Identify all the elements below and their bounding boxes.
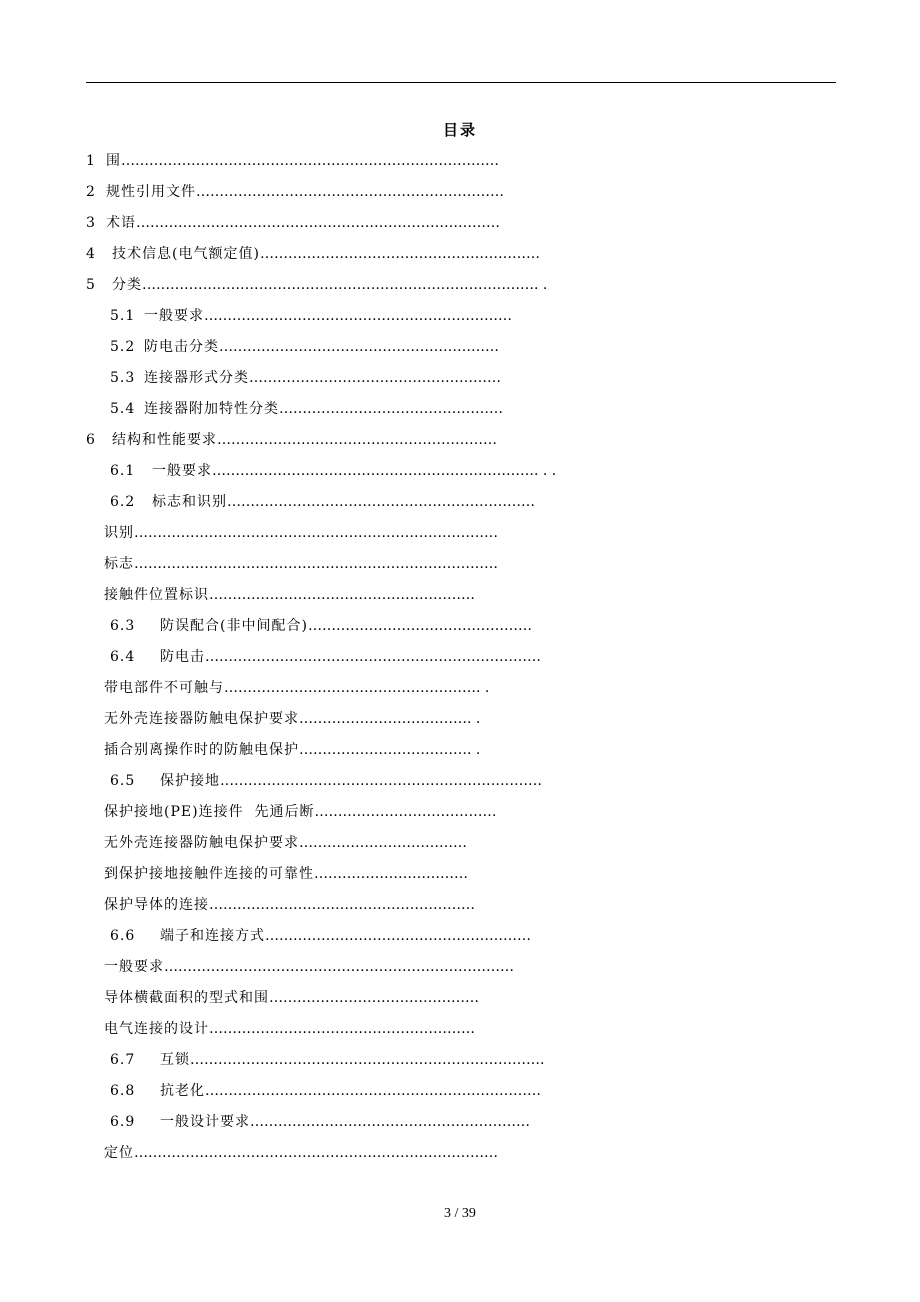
toc-entry-number: 6.9 bbox=[110, 1114, 136, 1130]
toc-entry[interactable] bbox=[110, 615, 532, 637]
toc-entry-number: 5 bbox=[86, 277, 96, 293]
toc-entry-leader: …………………………………………………………………. bbox=[190, 1052, 545, 1068]
toc-entry-label: 围 bbox=[106, 153, 121, 169]
toc-entry-label: 连接器附加特性分类 bbox=[144, 401, 279, 417]
toc-entry-leader: ……………………………………………………………… bbox=[205, 1083, 541, 1099]
toc-entry-label: 防电击 bbox=[160, 649, 205, 665]
toc-entry-leader: ………………………………………………… bbox=[265, 928, 531, 944]
toc-entry[interactable] bbox=[104, 1018, 475, 1040]
toc-entry-label: 保护导体的连接 bbox=[104, 897, 209, 913]
toc-entry-label: 防电击分类 bbox=[144, 339, 219, 355]
toc-entry-number: 4 bbox=[86, 246, 96, 262]
toc-entry-number: 6.5 bbox=[110, 773, 136, 789]
toc-entry-label: 定位 bbox=[104, 1145, 134, 1161]
toc-entry[interactable] bbox=[104, 894, 475, 916]
toc-entry-label: 一般要求 bbox=[152, 463, 212, 479]
toc-entry[interactable] bbox=[104, 708, 480, 730]
toc-entry[interactable] bbox=[110, 925, 531, 947]
toc-entry-number: 6.4 bbox=[110, 649, 136, 665]
toc-entry-number: 6.8 bbox=[110, 1083, 136, 1099]
toc-entry-leader: …………………………………………………………………… bbox=[134, 556, 498, 572]
toc-entry[interactable] bbox=[110, 770, 542, 792]
toc-entry-leader: …………………………………………………………………… bbox=[136, 215, 500, 231]
toc-entry-label: 标志 bbox=[104, 556, 134, 572]
toc-entry[interactable] bbox=[110, 367, 501, 389]
toc-entry-number: 6 bbox=[86, 432, 96, 448]
toc-entry[interactable] bbox=[86, 181, 504, 203]
toc-entry[interactable] bbox=[104, 553, 498, 575]
toc-entry-leader: …………………………………………………… bbox=[259, 246, 540, 262]
toc-entry[interactable] bbox=[110, 305, 512, 327]
toc-entry-number: 6.7 bbox=[110, 1052, 136, 1068]
toc-entry-number: 5.2 bbox=[110, 339, 136, 355]
toc-entry-number: 5.4 bbox=[110, 401, 136, 417]
toc-entry-label: 插合别离操作时的防触电保护 bbox=[104, 742, 299, 758]
toc-entry-label: 导体横截面积的型式和围 bbox=[104, 990, 269, 1006]
toc-entry-leader: ………………………………………… bbox=[279, 401, 503, 417]
toc-entry-label: 抗老化 bbox=[160, 1083, 205, 1099]
toc-entry[interactable] bbox=[104, 956, 514, 978]
toc-entry-leader: ………………………………. . bbox=[299, 711, 481, 727]
toc-entry-label: 分类 bbox=[112, 277, 142, 293]
toc-entry-label: 互锁 bbox=[160, 1052, 190, 1068]
toc-entry-label: 技术信息(电气额定值) bbox=[112, 246, 260, 262]
toc-entry-leader: ………………………………………………………… bbox=[227, 494, 535, 510]
toc-entry-label: 连接器形式分类 bbox=[144, 370, 249, 386]
toc-entry[interactable] bbox=[110, 1080, 541, 1102]
toc-entry-number: 3 bbox=[86, 215, 96, 231]
toc-entry-label: 一般要求 bbox=[144, 308, 204, 324]
toc-entry-number: 6.2 bbox=[110, 494, 136, 510]
toc-entry-label: 电气连接的设计 bbox=[104, 1021, 209, 1037]
toc-entry-number: 6.1 bbox=[110, 463, 136, 479]
toc-entry[interactable] bbox=[104, 677, 489, 699]
toc-title: 目录 bbox=[442, 121, 477, 139]
toc-entry[interactable] bbox=[104, 801, 496, 823]
toc-entry-label: 术语 bbox=[106, 215, 136, 231]
toc-entry-number: 6.3 bbox=[110, 618, 136, 634]
toc-entry[interactable] bbox=[110, 336, 499, 358]
toc-entry[interactable] bbox=[104, 1142, 498, 1164]
toc-entry-leader: ………………………………………………… bbox=[209, 1021, 475, 1037]
toc-entry-number: 1 bbox=[86, 153, 96, 169]
toc-entry-leader: ……………………………………… bbox=[269, 990, 479, 1006]
toc-entry-leader: ………………………………………………. . bbox=[224, 680, 490, 696]
toc-entry[interactable] bbox=[86, 243, 540, 265]
toc-entry-leader: ……………………………………………………………. . . bbox=[212, 463, 557, 479]
toc-entry-leader: ……………………………………………………………………… bbox=[121, 153, 499, 169]
toc-entry-leader: ………………………………………………………… bbox=[196, 184, 504, 200]
toc-entry-label: 无外壳连接器防触电保护要求 bbox=[104, 711, 299, 727]
toc-entry-leader: …………………………………………………… bbox=[219, 339, 499, 355]
toc-entry[interactable] bbox=[104, 584, 475, 606]
toc-entry[interactable] bbox=[104, 863, 468, 885]
toc-entry-leader: ……………………………………………………………… bbox=[205, 649, 541, 665]
toc-entry-leader: ……………………………………………… bbox=[249, 370, 501, 386]
toc-entry-leader: …………………………………………………… bbox=[217, 432, 497, 448]
toc-entry-label: 一般设计要求 bbox=[160, 1114, 250, 1130]
toc-entry-leader: …………………………………………………………………… bbox=[134, 1145, 498, 1161]
toc-entry[interactable] bbox=[86, 150, 499, 172]
toc-entry-leader: …………………………………………………………… bbox=[220, 773, 542, 789]
toc-entry-leader: ………………………………… bbox=[314, 804, 497, 820]
toc-entry[interactable] bbox=[104, 739, 480, 761]
toc-entry[interactable] bbox=[104, 522, 498, 544]
toc-entry-leader: ………………………………………… bbox=[307, 618, 532, 634]
toc-entry-leader: ………………………………………………………………… bbox=[164, 959, 514, 975]
toc-entry-leader: ………………………………………………………… bbox=[204, 308, 512, 324]
toc-entry[interactable] bbox=[86, 212, 500, 234]
toc-entry-label: 无外壳连接器防触电保护要求 bbox=[104, 835, 299, 851]
toc-entry-label: 端子和连接方式 bbox=[160, 928, 265, 944]
toc-entry-label: 规性引用文件 bbox=[106, 184, 196, 200]
toc-entry-number: 5.1 bbox=[110, 308, 136, 324]
toc-entry-number: 2 bbox=[86, 184, 96, 200]
toc-entry-label: 结构和性能要求 bbox=[112, 432, 217, 448]
toc-entry-label: 识别 bbox=[104, 525, 134, 541]
toc-entry-leader: …………………………………………………………………… bbox=[134, 525, 498, 541]
toc-entry-label: 接触件位置标识 bbox=[104, 587, 209, 603]
toc-entry-leader: ………………………………………………… bbox=[209, 897, 475, 913]
toc-entry-label: 防误配合(非中间配合) bbox=[160, 618, 308, 634]
toc-entry[interactable] bbox=[110, 491, 535, 513]
toc-entry-leader: …………………………………………………… bbox=[250, 1114, 530, 1130]
toc-entry-number: 6.6 bbox=[110, 928, 136, 944]
page-number: 3 / 39 bbox=[444, 1206, 476, 1221]
toc-entry[interactable] bbox=[86, 429, 497, 451]
toc-entry-leader: …………………………………………………………………………. . bbox=[142, 277, 548, 293]
toc-entry[interactable] bbox=[110, 460, 556, 482]
toc-entry[interactable] bbox=[110, 646, 541, 668]
toc-entry-leader: ……………………………… bbox=[299, 835, 467, 851]
toc-entry-label: 保护接地(PE)连接件 先通后断 bbox=[104, 804, 315, 820]
toc-entry-label: 到保护接地接触件连接的可靠性 bbox=[104, 866, 314, 882]
toc-entry-leader: ………………………………. . bbox=[299, 742, 481, 758]
toc-entry-leader: …………………………… bbox=[314, 866, 468, 882]
toc-entry[interactable] bbox=[86, 274, 547, 296]
toc-entry[interactable] bbox=[104, 987, 479, 1009]
toc-entry[interactable] bbox=[110, 1049, 544, 1071]
toc-entry-label: 保护接地 bbox=[160, 773, 220, 789]
toc-entry[interactable] bbox=[104, 832, 467, 854]
toc-entry-leader: ………………………………………………… bbox=[209, 587, 475, 603]
toc-entry[interactable] bbox=[110, 1111, 530, 1133]
toc-entry[interactable] bbox=[110, 398, 503, 420]
toc-entry-number: 5.3 bbox=[110, 370, 136, 386]
toc-entry-label: 带电部件不可触与 bbox=[104, 680, 224, 696]
toc-entry-label: 一般要求 bbox=[104, 959, 164, 975]
toc-entry-label: 标志和识别 bbox=[152, 494, 227, 510]
